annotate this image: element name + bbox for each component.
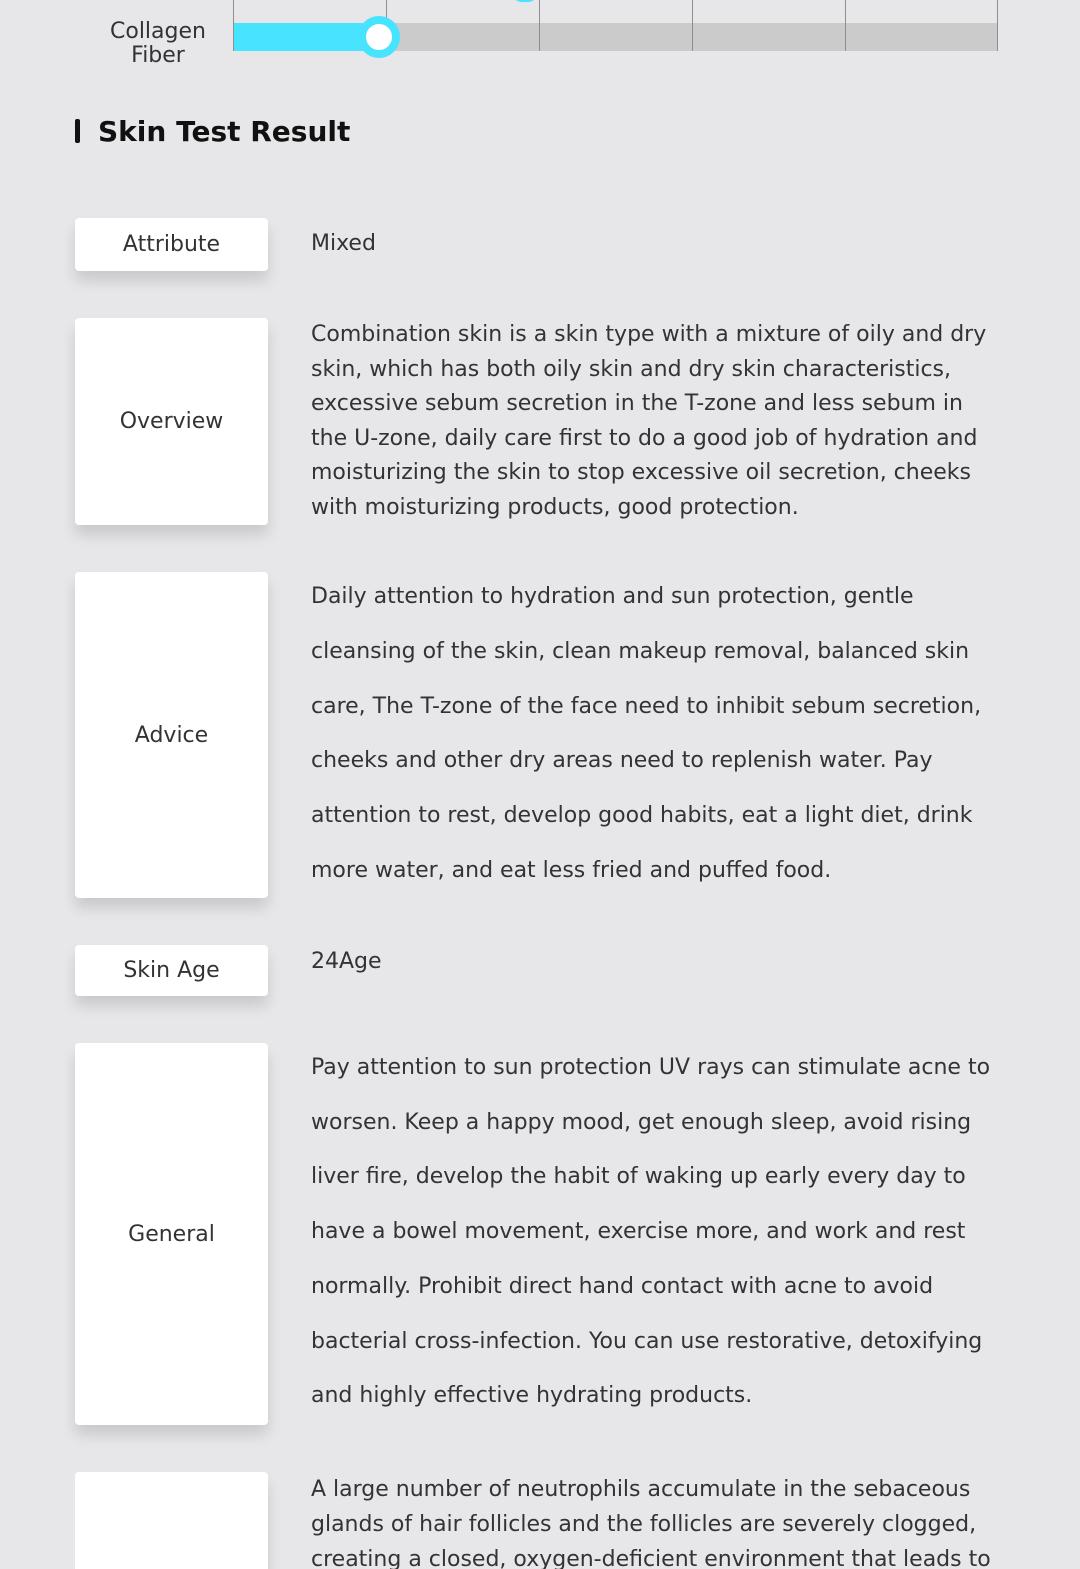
result-value: A large number of neutrophils accumulate in the sebaceous glands of hair follicles and the follicles are severely clogged, creating a closed, oxygen-deficient environment that leads to bbox=[311, 1477, 991, 1569]
result-label bbox=[75, 1472, 268, 1569]
result-value: Combination skin is a skin type with a mixture of oily and dry skin, which has both oily skin and dry skin characteristics, excessive sebum secretion in the T-zone and less sebum in the U-zone, daily care first to do a good job of hydration and moisturizing the skin to stop excessive oil secretion, cheeks with moisturizing products, good protection. bbox=[311, 322, 987, 520]
meter-label bbox=[96, 20, 220, 68]
result-label: Attribute bbox=[75, 218, 268, 271]
result-label: General bbox=[75, 1043, 268, 1425]
section-title: Skin Test Result bbox=[98, 114, 351, 148]
result-label: Advice bbox=[75, 572, 268, 898]
result-row-overview bbox=[75, 318, 1005, 526]
meter-divider bbox=[692, 0, 693, 51]
result-value: Daily attention to hydration and sun protection, gentle cleansing of the skin, clean makeup removal, balanced skin care, The T-zone of the face need to inhibit sebum secretion, cheeks and other dry areas need to replenish water. Pay attention to rest, develop good habits, eat a light diet, drink more water, and eat less fried and puffed food. bbox=[311, 584, 982, 883]
result-row-skin-age bbox=[75, 945, 1005, 997]
result-label: Skin Age bbox=[75, 945, 268, 996]
result-label: Overview bbox=[75, 318, 268, 525]
title-accent-bar bbox=[75, 119, 80, 143]
meter-divider bbox=[997, 0, 998, 51]
section-header bbox=[75, 113, 350, 149]
collagen-fiber-meter bbox=[0, 0, 1080, 80]
result-row-advice bbox=[75, 572, 1005, 899]
meter-track bbox=[234, 23, 998, 51]
meter-label-line1: Collagen bbox=[110, 19, 206, 44]
meter-label-line2: Fiber bbox=[131, 43, 185, 68]
result-value: Pay attention to sun protection UV rays can stimulate acne to worsen. Keep a happy mood, get enough sleep, avoid rising liver fire, develop the habit of waking up early every day to have a bowel movement, exercise more, and work and rest normally. Prohibit direct hand contact with acne to avoid bacterial cross-infection. You can use restorative, detoxifying and highly effective hydrating products. bbox=[311, 1055, 991, 1409]
result-value: 24Age bbox=[311, 949, 382, 974]
meter-divider bbox=[539, 0, 540, 51]
result-row-next bbox=[75, 1472, 1005, 1569]
result-row-general bbox=[75, 1043, 1005, 1426]
previous-meter-thumb bbox=[512, 0, 538, 2]
result-row-attribute bbox=[75, 218, 1005, 272]
meter-thumb[interactable] bbox=[358, 16, 400, 58]
meter-divider bbox=[845, 0, 846, 51]
result-value: Mixed bbox=[311, 231, 376, 256]
meter-divider bbox=[233, 0, 234, 51]
